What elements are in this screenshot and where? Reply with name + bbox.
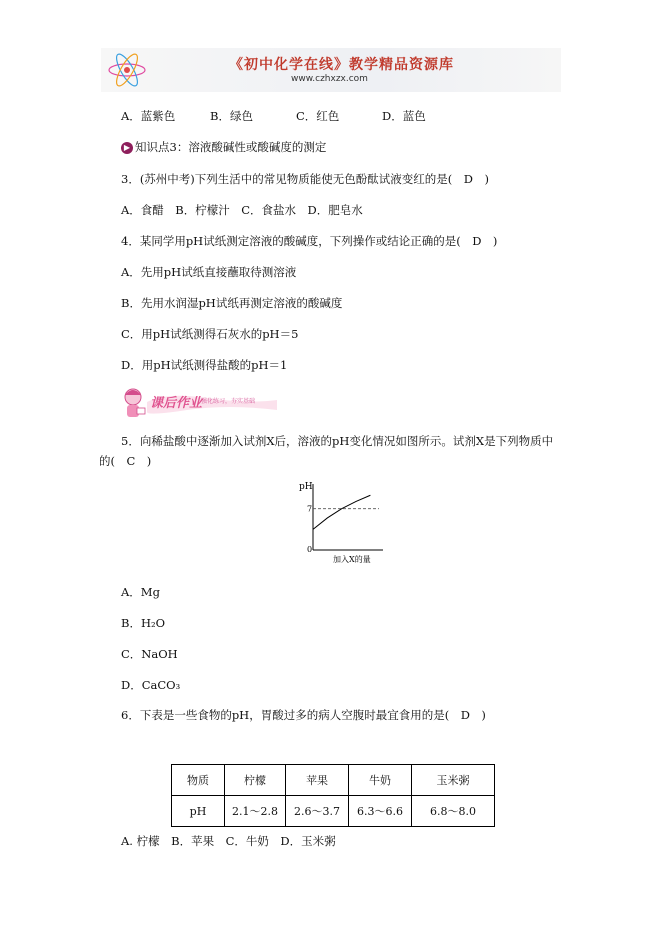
table-cell: 玉米粥 [412,765,495,796]
option-c: C．红色 [296,109,340,123]
reference-line-label: 7 [307,504,313,514]
ph-curve [313,495,370,529]
q6-options: A. 柠檬 B．苹果 C．牛奶 D．玉米粥 [121,834,336,848]
student-mascot-icon [119,386,149,420]
table-cell: pH [172,796,225,827]
table-cell: 2.6～3.7 [286,796,349,827]
table-cell: 2.1～2.8 [225,796,286,827]
table-cell: 柠檬 [225,765,286,796]
q4-option-c: C．用pH试纸测得石灰水的pH＝5 [121,327,299,341]
q5-option-d: D．CaCO₃ [121,678,181,692]
q3-stem: 3．(苏州中考)下列生活中的常见物质能使无色酚酞试液变红的是( D ) [121,172,489,186]
prev-question-options [121,108,426,124]
homework-title: 课后作业 [150,396,203,411]
q5-option-c: C．NaOH [121,647,178,661]
q5-option-a: A．Mg [121,585,160,599]
atom-logo-icon [105,50,149,90]
option-b: B．绿色 [210,109,253,123]
table-row [172,796,495,827]
q5-option-b: B．H₂O [121,616,166,630]
q3-options: A．食醋 B．柠檬汁 C．食盐水 D．肥皂水 [121,203,363,217]
homework-banner [119,386,279,422]
q5-stem-line1: 5．向稀盐酸中逐渐加入试剂X后，溶液的pH变化情况如图所示。试剂X是下列物质中 [121,434,554,448]
q4-option-a: A．先用pH试纸直接蘸取待测溶液 [121,265,297,279]
q4-stem: 4．某同学用pH试纸测定溶液的酸碱度，下列操作或结论正确的是( D ) [121,234,498,248]
q4-option-d: D．用pH试纸测得盐酸的pH＝1 [121,358,288,372]
q5-stem-line2: 的( C ) [99,454,152,468]
y-axis-label: pH [299,482,313,492]
table-header-row [172,765,495,796]
x-axis-label: 加入X的量 [333,555,371,564]
banner-title: 《初中化学在线》教学精品资源库 [229,57,454,73]
ph-table [171,764,495,827]
knowledge-point-text: 知识点3：溶液酸碱性或酸碱度的测定 [135,140,327,154]
knowledge-point [121,139,326,155]
option-a: A．蓝紫色 [121,109,176,123]
banner-url: www.czhxzx.com [291,74,368,84]
option-d: D．蓝色 [382,109,426,123]
table-cell: 苹果 [286,765,349,796]
header-banner [101,48,561,92]
table-cell: 6.8～8.0 [412,796,495,827]
ph-chart [295,480,385,565]
origin-label: 0 [307,545,313,554]
q4-option-b: B．先用水润湿pH试纸再测定溶液的酸碱度 [121,296,343,310]
homework-subtitle: 强化练习，夯实基础 [201,398,256,405]
table-cell: 牛奶 [349,765,412,796]
table-cell: 6.3～6.6 [349,796,412,827]
table-cell: 物质 [172,765,225,796]
q6-stem: 6．下表是一些食物的pH，胃酸过多的病人空腹时最宜食用的是( D ) [121,708,486,722]
play-icon: ▶ [121,142,133,154]
